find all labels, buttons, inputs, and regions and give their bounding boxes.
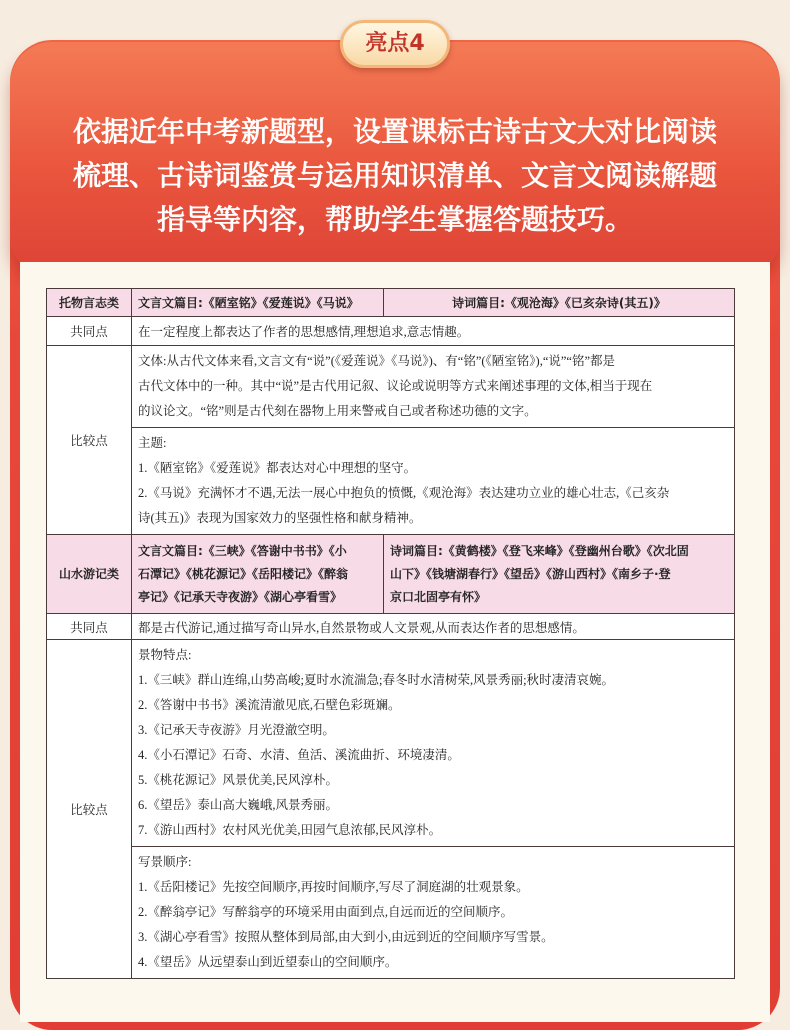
- text-line: 文体:从古代文体来看,文言文有“说”(《爱莲说》《马说》)、有“铭”(《陋室铭》),“说”“铭”都是: [138, 354, 616, 368]
- headline-line: 指导等内容，帮助学生掌握答题技巧。: [156, 203, 633, 236]
- row-label: 共同点: [47, 317, 132, 346]
- scenery-text: [132, 640, 735, 847]
- text-line: 3.《记承天寺夜游》月光澄澈空明。: [138, 723, 335, 737]
- common-row: [47, 317, 735, 346]
- row-label: 比较点: [47, 346, 132, 535]
- text-line: 4.《望岳》从远望泰山到近望泰山的空间顺序。: [138, 955, 398, 969]
- text-line: 文言文篇目:《三峡》《答谢中书书》《小: [138, 543, 347, 558]
- text-line: 2.《马说》充满怀才不遇,无法一展心中抱负的愤慨,《观沧海》表达建功立业的雄心壮志,《己亥杂: [138, 486, 670, 500]
- section-header-row: [47, 535, 735, 614]
- text-line: 2.《答谢中书书》溪流清澈见底,石壁色彩斑斓。: [138, 698, 401, 712]
- text-line: 1.《陋室铭》《爱莲说》都表达对心中理想的坚守。: [138, 461, 417, 475]
- comparison-table: [46, 288, 735, 979]
- compare-style-row: [47, 346, 735, 428]
- text-line: 写景顺序:: [138, 855, 192, 869]
- order-row: [47, 847, 735, 979]
- text-line: 7.《游山西村》农村风光优美,田园气息浓郁,民风淳朴。: [138, 823, 442, 837]
- highlight-badge: 亮点4: [340, 20, 450, 68]
- text-line: 的议论文。“铭”则是古代刻在器物上用来警戒自己或者称述功德的文字。: [138, 404, 537, 418]
- text-line: 1.《岳阳楼记》先按空间顺序,再按时间顺序,写尽了洞庭湖的壮观景象。: [138, 880, 529, 894]
- category-cell: 托物言志类: [47, 289, 132, 317]
- text-line: 石潭记》《桃花源记》《岳阳楼记》《醉翁: [138, 566, 349, 581]
- text-line: 古代文体中的一种。其中“说”是古代用记叙、议论或说明等方式来阐述事理的文体,相当于现在: [138, 379, 653, 393]
- scenery-row: [47, 640, 735, 847]
- section-header-row: [47, 289, 735, 317]
- text-line: 诗(其五)》表现为国家效力的坚强性格和献身精神。: [138, 511, 422, 525]
- order-text: [132, 847, 735, 979]
- text-line: 6.《望岳》泰山高大巍峨,风景秀丽。: [138, 798, 339, 812]
- prose-header: 文言文篇目:《陋室铭》《爱莲说》《马说》: [132, 289, 384, 317]
- common-row: [47, 614, 735, 640]
- text-line: 诗词篇目:《黄鹤楼》《登飞来峰》《登幽州台歌》《次北固: [390, 543, 689, 558]
- prose-header: [132, 535, 384, 614]
- row-label: 比较点: [47, 640, 132, 979]
- text-line: 山下》《钱塘湖春行》《望岳》《游山西村》《南乡子·登: [390, 566, 671, 581]
- common-text: 都是古代游记,通过描写奇山异水,自然景物或人文景观,从而表达作者的思想感情。: [132, 614, 735, 640]
- text-line: 2.《醉翁亭记》写醉翁亭的环境采用由面到点,自远而近的空间顺序。: [138, 905, 514, 919]
- text-line: 亭记》《记承天寺夜游》《湖心亭看雪》: [138, 589, 343, 604]
- text-line: 4.《小石潭记》石奇、水清、鱼活、溪流曲折、环境凄清。: [138, 748, 460, 762]
- text-line: 1.《三峡》群山连绵,山势高峻;夏时水流湍急;春冬时水清树荣,风景秀丽;秋时凄清哀婉。: [138, 673, 615, 687]
- common-text: 在一定程度上都表达了作者的思想感情,理想追求,意志情趣。: [132, 317, 735, 346]
- headline-line: 依据近年中考新题型，设置课标古诗古文大对比阅读: [72, 115, 717, 148]
- text-line: 3.《湖心亭看雪》按照从整体到局部,由大到小,由远到近的空间顺序写雪景。: [138, 930, 554, 944]
- category-cell: 山水游记类: [47, 535, 132, 614]
- headline: [20, 110, 770, 242]
- text-line: 主题:: [138, 436, 167, 450]
- text-line: 京口北固亭有怀》: [390, 589, 487, 604]
- theme-text: [132, 428, 735, 535]
- headline-line: 梳理、古诗词鉴赏与运用知识清单、文言文阅读解题: [72, 159, 717, 192]
- compare-theme-row: [47, 428, 735, 535]
- text-line: 景物特点:: [138, 648, 192, 662]
- style-text: [132, 346, 735, 428]
- poem-header: 诗词篇目:《观沧海》《已亥杂诗(其五)》: [384, 289, 735, 317]
- text-line: 5.《桃花源记》风景优美,民风淳朴。: [138, 773, 339, 787]
- poem-header: [384, 535, 735, 614]
- row-label: 共同点: [47, 614, 132, 640]
